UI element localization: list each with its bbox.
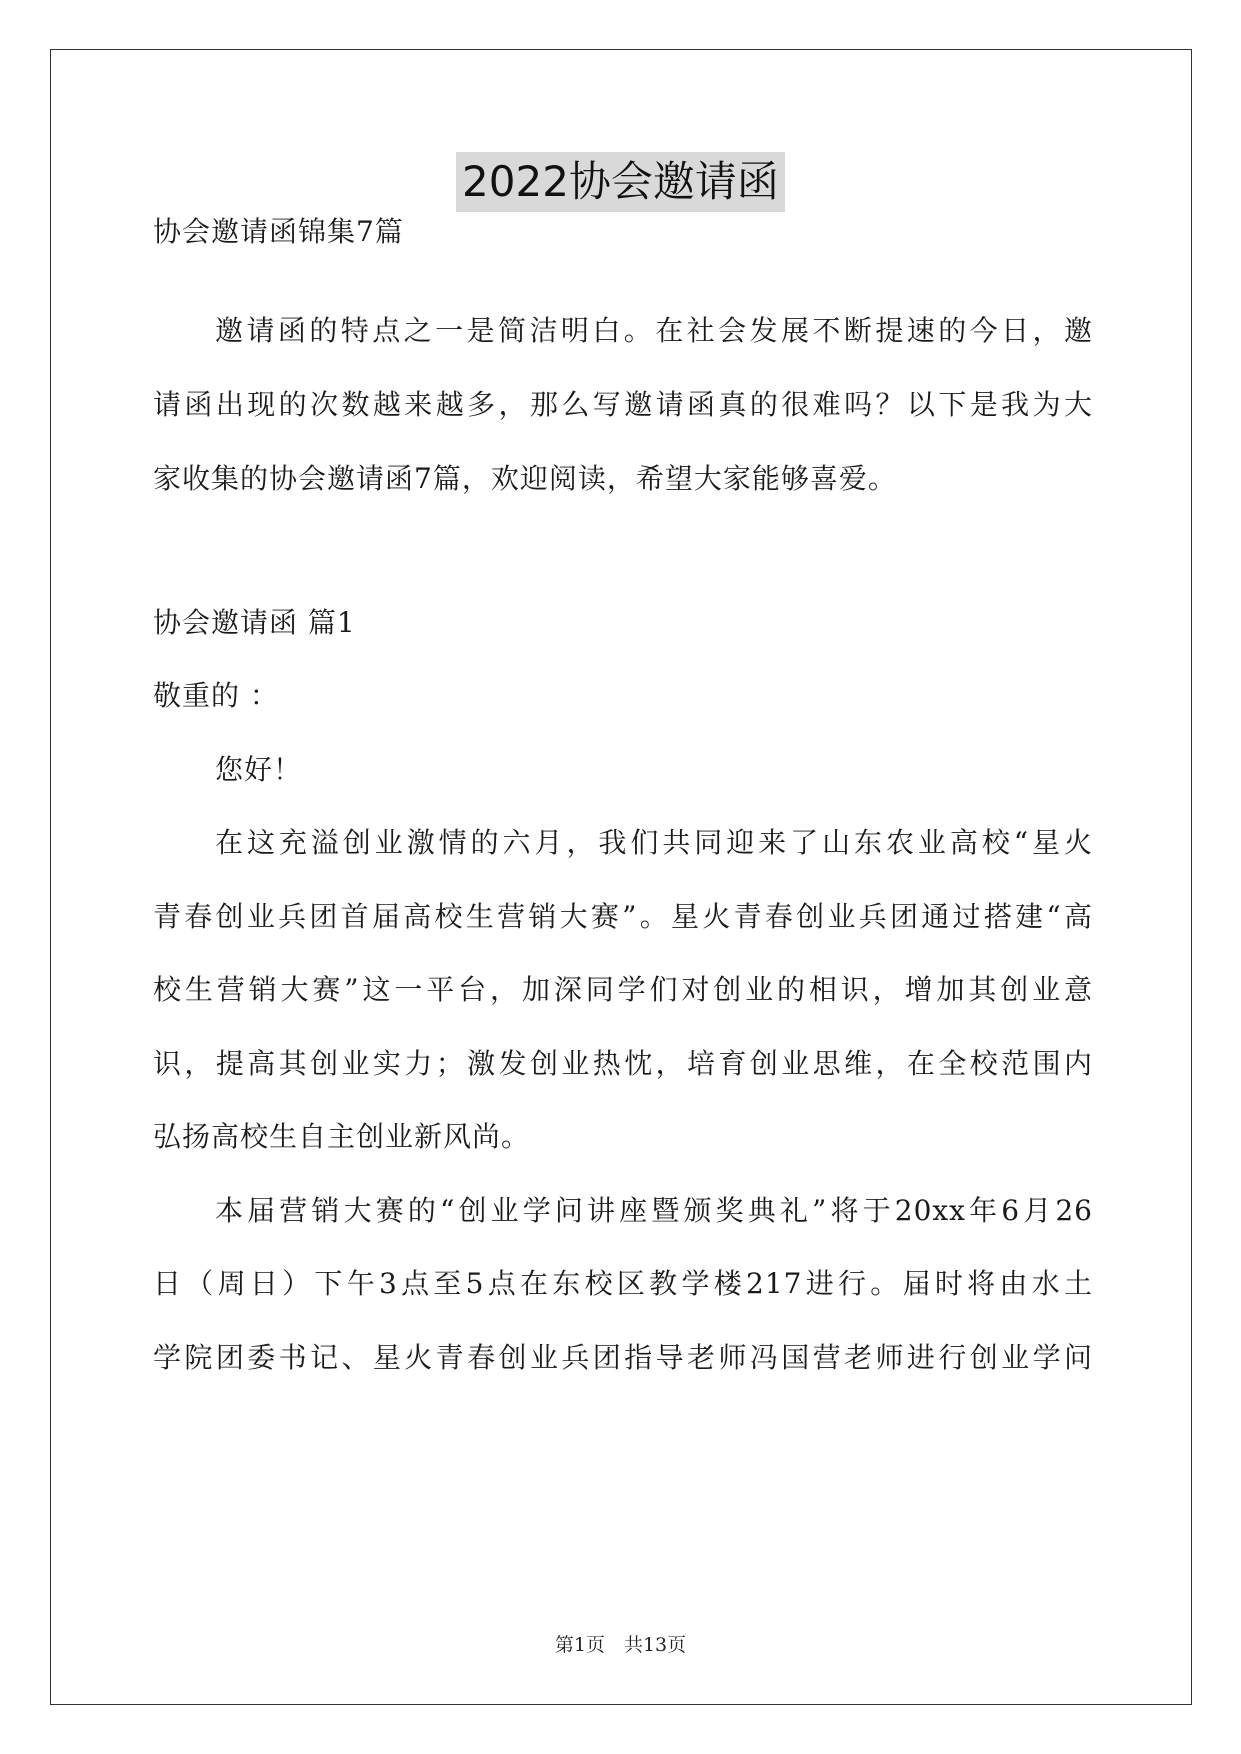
document-title: 2022协会邀请函 bbox=[456, 152, 785, 212]
paragraph1-line-2: 青春创业兵团首届高校生营销大赛”。星火青春创业兵团通过搭建“高 bbox=[153, 900, 1093, 933]
page-border bbox=[50, 49, 1192, 1705]
paragraph2-line-2: 日（周日）下午3点至5点在东校区教学楼217进行。届时将由水土 bbox=[153, 1267, 1093, 1300]
intro-line-2: 请函出现的次数越来越多，那么写邀请函真的很难吗？以下是我为大 bbox=[153, 388, 1093, 421]
section-heading: 协会邀请函 篇1 bbox=[153, 606, 356, 639]
paragraph2-line-1: 本届营销大赛的“创业学问讲座暨颁奖典礼”将于20xx年6月26 bbox=[215, 1194, 1093, 1227]
salutation: 敬重的 ： bbox=[153, 679, 279, 712]
paragraph1-line-3: 校生营销大赛”这一平台，加深同学们对创业的相识，增加其创业意 bbox=[153, 973, 1093, 1006]
intro-line-3: 家收集的协会邀请函7篇，欢迎阅读，希望大家能够喜爱。 bbox=[153, 462, 897, 495]
subtitle: 协会邀请函锦集7篇 bbox=[153, 215, 404, 248]
greeting: 您好！ bbox=[215, 753, 303, 786]
title-container bbox=[0, 152, 1241, 212]
paragraph1-line-5: 弘扬高校生自主创业新风尚。 bbox=[153, 1120, 531, 1153]
intro-line-1: 邀请函的特点之一是简洁明白。在社会发展不断提速的今日，邀 bbox=[215, 314, 1093, 347]
paragraph1-line-1: 在这充溢创业激情的六月，我们共同迎来了山东农业高校“星火 bbox=[215, 826, 1093, 859]
page-footer: 第1页 共13页 bbox=[554, 1634, 687, 1656]
paragraph1-line-4: 识，提高其创业实力；激发创业热忱，培育创业思维，在全校范围内 bbox=[153, 1047, 1093, 1080]
paragraph2-line-3: 学院团委书记、星火青春创业兵团指导老师冯国营老师进行创业学问 bbox=[153, 1341, 1093, 1374]
